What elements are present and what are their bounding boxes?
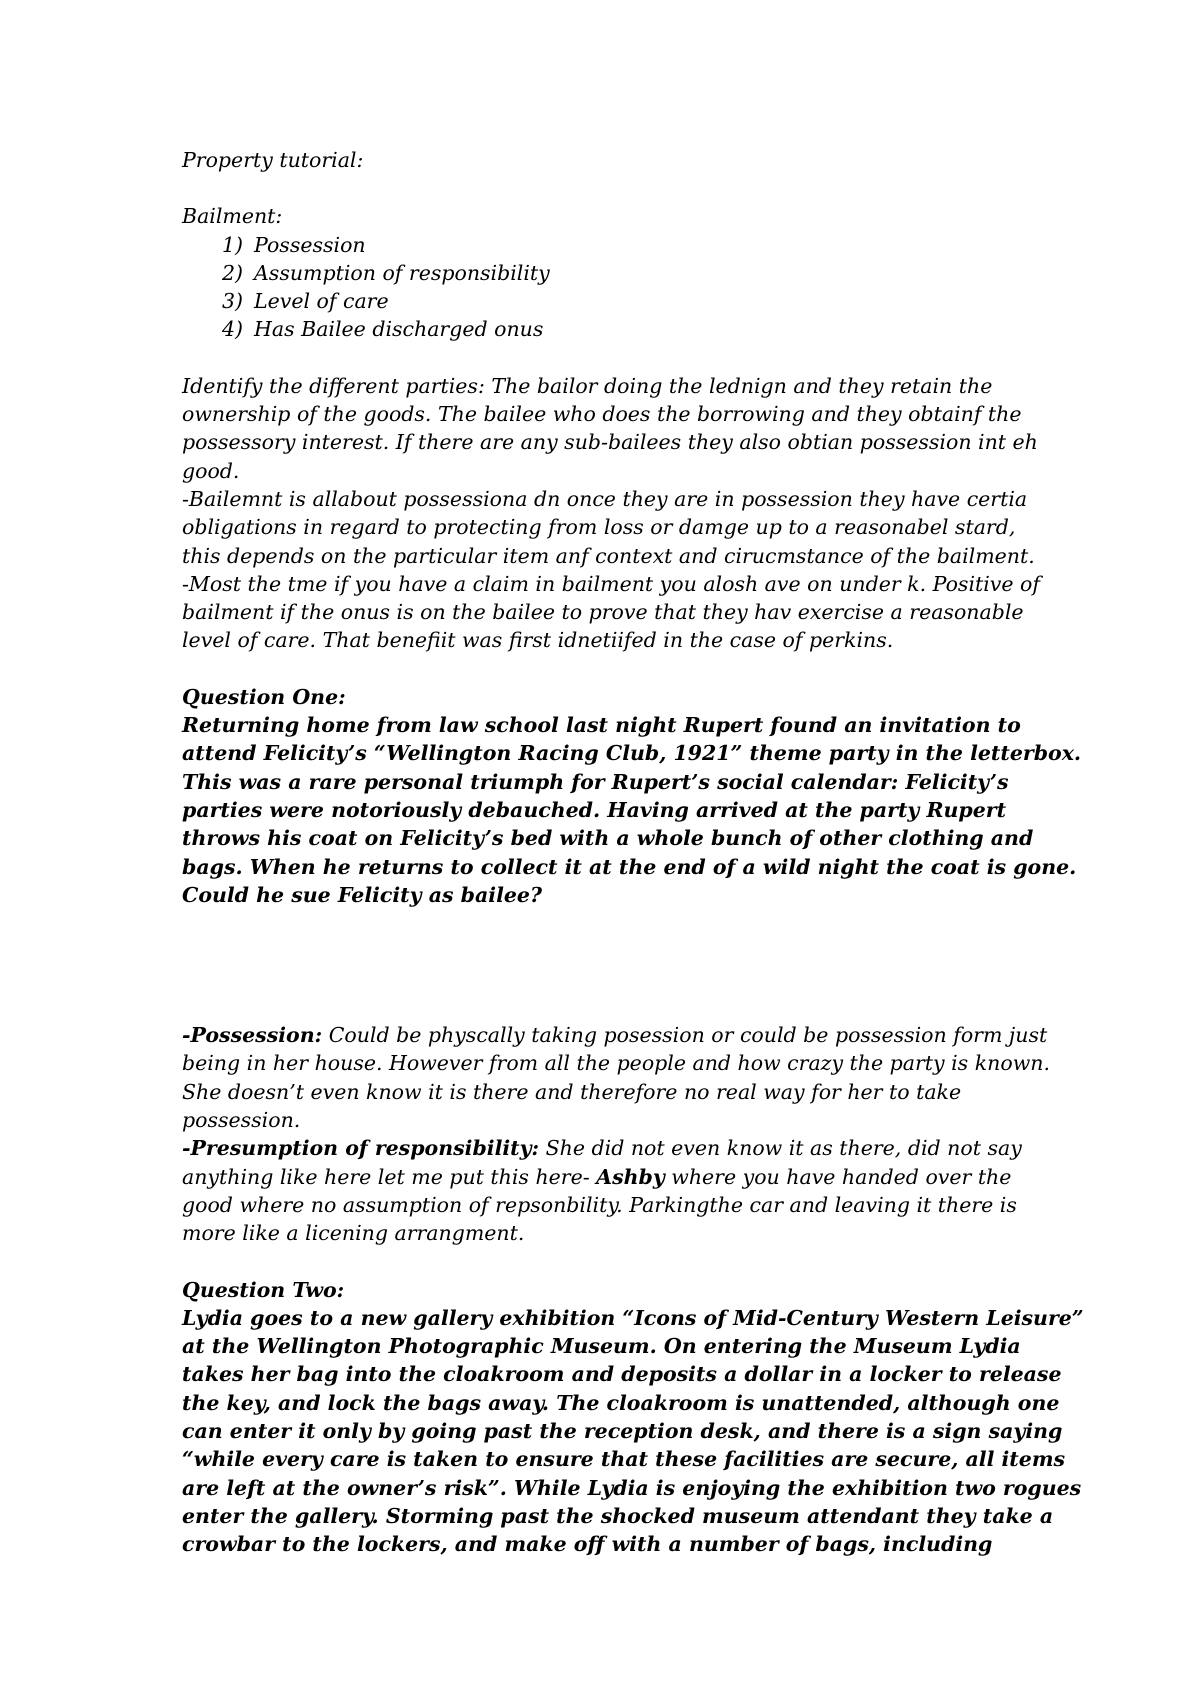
text-line: -Most the tme if you have a claim in bailment you alosh ave on under k. Positive of bbox=[182, 571, 1040, 596]
text-line: Returning home from law school last night Rupert found an invitation to bbox=[182, 713, 1021, 738]
presumption-label: -Presumption of responsibility: bbox=[182, 1136, 540, 1161]
bailment-heading: Bailment: bbox=[182, 204, 283, 229]
text-line: this depends on the particular item anf context and cirucmstance of the bailment. bbox=[182, 543, 1035, 568]
text-line: obligations in regard to protecting from loss or damge up to a reasonabel stard, bbox=[182, 515, 1016, 540]
question-two-text bbox=[182, 1304, 1084, 1559]
list-text: Assumption of responsibility bbox=[254, 260, 550, 285]
presumption-first-text: She did not even know it as there, did not say bbox=[539, 1136, 1022, 1161]
text-line: attend Felicity’s “Wellington Racing Club, 1921” theme party in the letterbox. bbox=[182, 741, 1082, 766]
question-one-heading: Question One: bbox=[182, 684, 346, 709]
text-line: parties were notoriously debauched. Having arrived at the party Rupert bbox=[182, 797, 1007, 822]
text-line: possession. bbox=[182, 1108, 301, 1133]
text-line: throws his coat on Felicity’s bed with a whole bunch of other clothing and bbox=[182, 826, 1034, 851]
text-line: the key, and lock the bags away. The cloakroom is unattended, although one bbox=[182, 1390, 1060, 1415]
presumption-answer bbox=[182, 1134, 1042, 1247]
text-line: bags. When he returns to collect it at the end of a wild night the coat is gone. bbox=[182, 854, 1077, 879]
text-line: being in her house. However from all the people and how crazy the party is known. bbox=[182, 1051, 1050, 1076]
text-line: Could he sue Felicity as bailee? bbox=[182, 882, 542, 907]
possession-answer bbox=[182, 1021, 1050, 1134]
document-body bbox=[182, 146, 1084, 1558]
text-line: “while every care is taken to ensure that these facilities are secure, all items bbox=[182, 1447, 1066, 1472]
text-line bbox=[182, 1134, 1042, 1162]
text-line: are left at the owner’s risk”. While Lydia is enjoying the exhibition two rogues bbox=[182, 1475, 1082, 1500]
text-line: level of care. That benefiit was first idnetiifed in the case of perkins. bbox=[182, 628, 894, 653]
case-name-ashby: Ashby bbox=[596, 1164, 665, 1189]
text-line: Identify the different parties: The bailor doing the lednign and they retain the bbox=[182, 373, 993, 398]
text-line: more like a licening arrangment. bbox=[182, 1221, 525, 1246]
text-line: enter the gallery. Storming past the shocked museum attendant they take a bbox=[182, 1503, 1054, 1528]
text-line: ownership of the goods. The bailee who does the borrowing and they obtainf the bbox=[182, 402, 1022, 427]
list-number: 3) bbox=[222, 289, 244, 314]
presumption-line2-pre: anything like here let me put this here- bbox=[182, 1164, 597, 1189]
list-item bbox=[222, 315, 1042, 343]
list-number: 4) bbox=[222, 317, 244, 342]
list-item bbox=[222, 259, 1042, 287]
possession-first-text: Could be physcally taking posession or could be possession form just bbox=[322, 1023, 1048, 1048]
list-item bbox=[222, 231, 1042, 259]
text-line: -Bailemnt is allabout possessiona dn once they are in possession they have certia bbox=[182, 486, 1028, 511]
text-line: Lydia goes to a new gallery exhibition “Icons of Mid-Century Western Leisure” bbox=[182, 1305, 1084, 1330]
text-line: bailment if the onus is on the bailee to prove that they hav exercise a reasonable bbox=[182, 600, 1024, 625]
notes-paragraph bbox=[182, 372, 1042, 655]
text-line: can enter it only by going past the reception desk, and there is a sign saying bbox=[182, 1418, 1063, 1443]
bailment-steps-list bbox=[182, 231, 1042, 344]
text-line: She doesn’t even know it is there and therefore no real way for her to take bbox=[182, 1079, 962, 1104]
text-line: crowbar to the lockers, and make off with a number of bags, including bbox=[182, 1532, 993, 1557]
text-line: This was a rare personal triumph for Rupert’s social calendar: Felicity’s bbox=[182, 769, 1009, 794]
text-line: possessory interest. If there are any sub-bailees they also obtian possession int eh bbox=[182, 430, 1038, 455]
document-title: Property tutorial: bbox=[182, 148, 364, 172]
list-text: Possession bbox=[254, 232, 366, 257]
text-line: takes her bag into the cloakroom and deposits a dollar in a locker to release bbox=[182, 1362, 1062, 1387]
list-text: Has Bailee discharged onus bbox=[254, 317, 544, 342]
text-line bbox=[182, 1021, 1048, 1049]
possession-label: -Possession: bbox=[182, 1023, 323, 1048]
list-text: Level of care bbox=[254, 289, 389, 314]
question-one-text bbox=[182, 711, 1082, 909]
text-line bbox=[182, 1163, 1042, 1191]
text-line: good where no assumption of repsonbility. Parkingthe car and leaving it there is bbox=[182, 1192, 1017, 1217]
presumption-line2-post: where you have handed over the bbox=[664, 1164, 1012, 1189]
text-line: at the Wellington Photographic Museum. On entering the Museum Lydia bbox=[182, 1334, 1021, 1359]
list-number: 1) bbox=[222, 232, 244, 257]
text-line: good. bbox=[182, 458, 240, 483]
list-number: 2) bbox=[222, 260, 244, 285]
question-two-heading: Question Two: bbox=[182, 1277, 345, 1302]
list-item bbox=[222, 287, 1042, 315]
